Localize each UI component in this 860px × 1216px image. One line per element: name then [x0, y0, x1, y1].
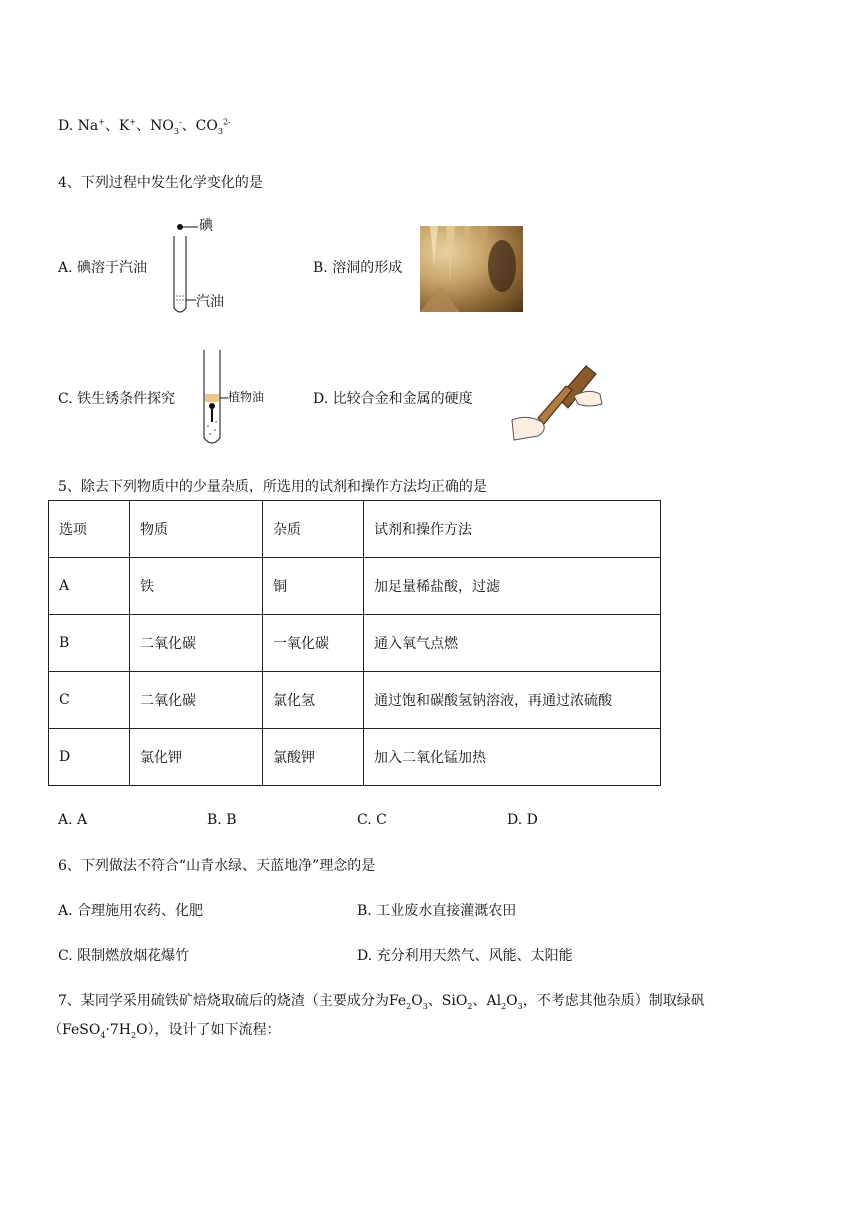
q6-option-d: D. 充分利用天然气、风能、太阳能 [357, 948, 573, 964]
table-header-cell: 选项 [49, 501, 130, 558]
table-cell: 铁 [130, 558, 263, 615]
table-cell: C [49, 672, 130, 729]
table-cell: 氯化氢 [263, 672, 364, 729]
table-cell: A [49, 558, 130, 615]
test-tube-outline [174, 236, 186, 312]
table-row [49, 615, 661, 672]
table-cell: B [49, 615, 130, 672]
table-cell: 通过饱和碳酸氢钠溶液，再通过浓硫酸 [364, 672, 661, 729]
fig-c-label-oil: 植物油 [228, 390, 265, 404]
q7-line-1: 7、某同学采用硫铁矿焙烧取硫后的烧渣（主要成分为$Fe_2O_3$、SiO$_2$、$Al_2O_3$，不考虑其他杂质）制取绿矾 [58, 993, 705, 1011]
q4-option-d: D. 比较合金和金属的硬度 [313, 391, 473, 407]
table-row [49, 558, 661, 615]
q4-option-b: B. 溶洞的形成 [313, 260, 403, 276]
cave-photo [420, 226, 523, 312]
table-cell: 加足量稀盐酸，过滤 [364, 558, 661, 615]
q6-option-c: C. 限制燃放烟花爆竹 [58, 948, 190, 964]
table-header-cell: 物质 [130, 501, 263, 558]
table-cell: 氯酸钾 [263, 729, 364, 786]
table-row [49, 672, 661, 729]
table-cell: 通入氧气点燃 [364, 615, 661, 672]
vegetable-oil-layer [205, 394, 219, 402]
table-cell: 二氧化碳 [130, 615, 263, 672]
table-header-cell: 试剂和操作方法 [364, 501, 661, 558]
table-header-cell: 杂质 [263, 501, 364, 558]
q4-option-a: A. 碘溶于汽油 [58, 260, 148, 276]
hardness-comparison-figure [508, 358, 604, 444]
table-cell: 加入二氧化锰加热 [364, 729, 661, 786]
q7-line-2: $(FeSO_4\cdot 7H_2O)$，设计了如下流程： [48, 1022, 281, 1040]
table-header-row [49, 501, 661, 558]
table-cell: 铜 [263, 558, 364, 615]
q4-question: 4、下列过程中发生化学变化的是 [58, 175, 263, 191]
table-cell: 一氧化碳 [263, 615, 364, 672]
cave-stalactites [420, 226, 523, 312]
table-cell: 二氧化碳 [130, 672, 263, 729]
q3-option-d: D. Na+、K+、$NO_3^-$、$CO_3^{2-}$ [58, 117, 231, 136]
fig-a-label-iodine: 碘 [199, 218, 213, 234]
q6-option-a: A. 合理施用农药、化肥 [58, 903, 204, 919]
q4-option-c: C. 铁生锈条件探究 [58, 391, 176, 407]
q5-question: 5、除去下列物质中的少量杂质，所选用的试剂和操作方法均正确的是 [58, 479, 487, 495]
q5-choice-c: C. C [357, 812, 387, 828]
table-cell: D [49, 729, 130, 786]
q5-table [48, 500, 661, 786]
iodine-dot [177, 224, 183, 230]
q5-choice-a: A. A [58, 812, 88, 828]
q5-choice-d: D. D [507, 812, 538, 828]
left-hand [512, 417, 544, 440]
fig-a-label-gasoline: 汽油 [196, 294, 224, 310]
right-hand [574, 391, 602, 406]
q6-question: 6、下列做法不符合“山青水绿、天蓝地净”理念的是 [58, 858, 376, 874]
table-cell: 氯化钾 [130, 729, 263, 786]
q6-option-b: B. 工业废水直接灌溉农田 [357, 903, 517, 919]
q5-choice-b: B. B [207, 812, 237, 828]
table-row [49, 729, 661, 786]
